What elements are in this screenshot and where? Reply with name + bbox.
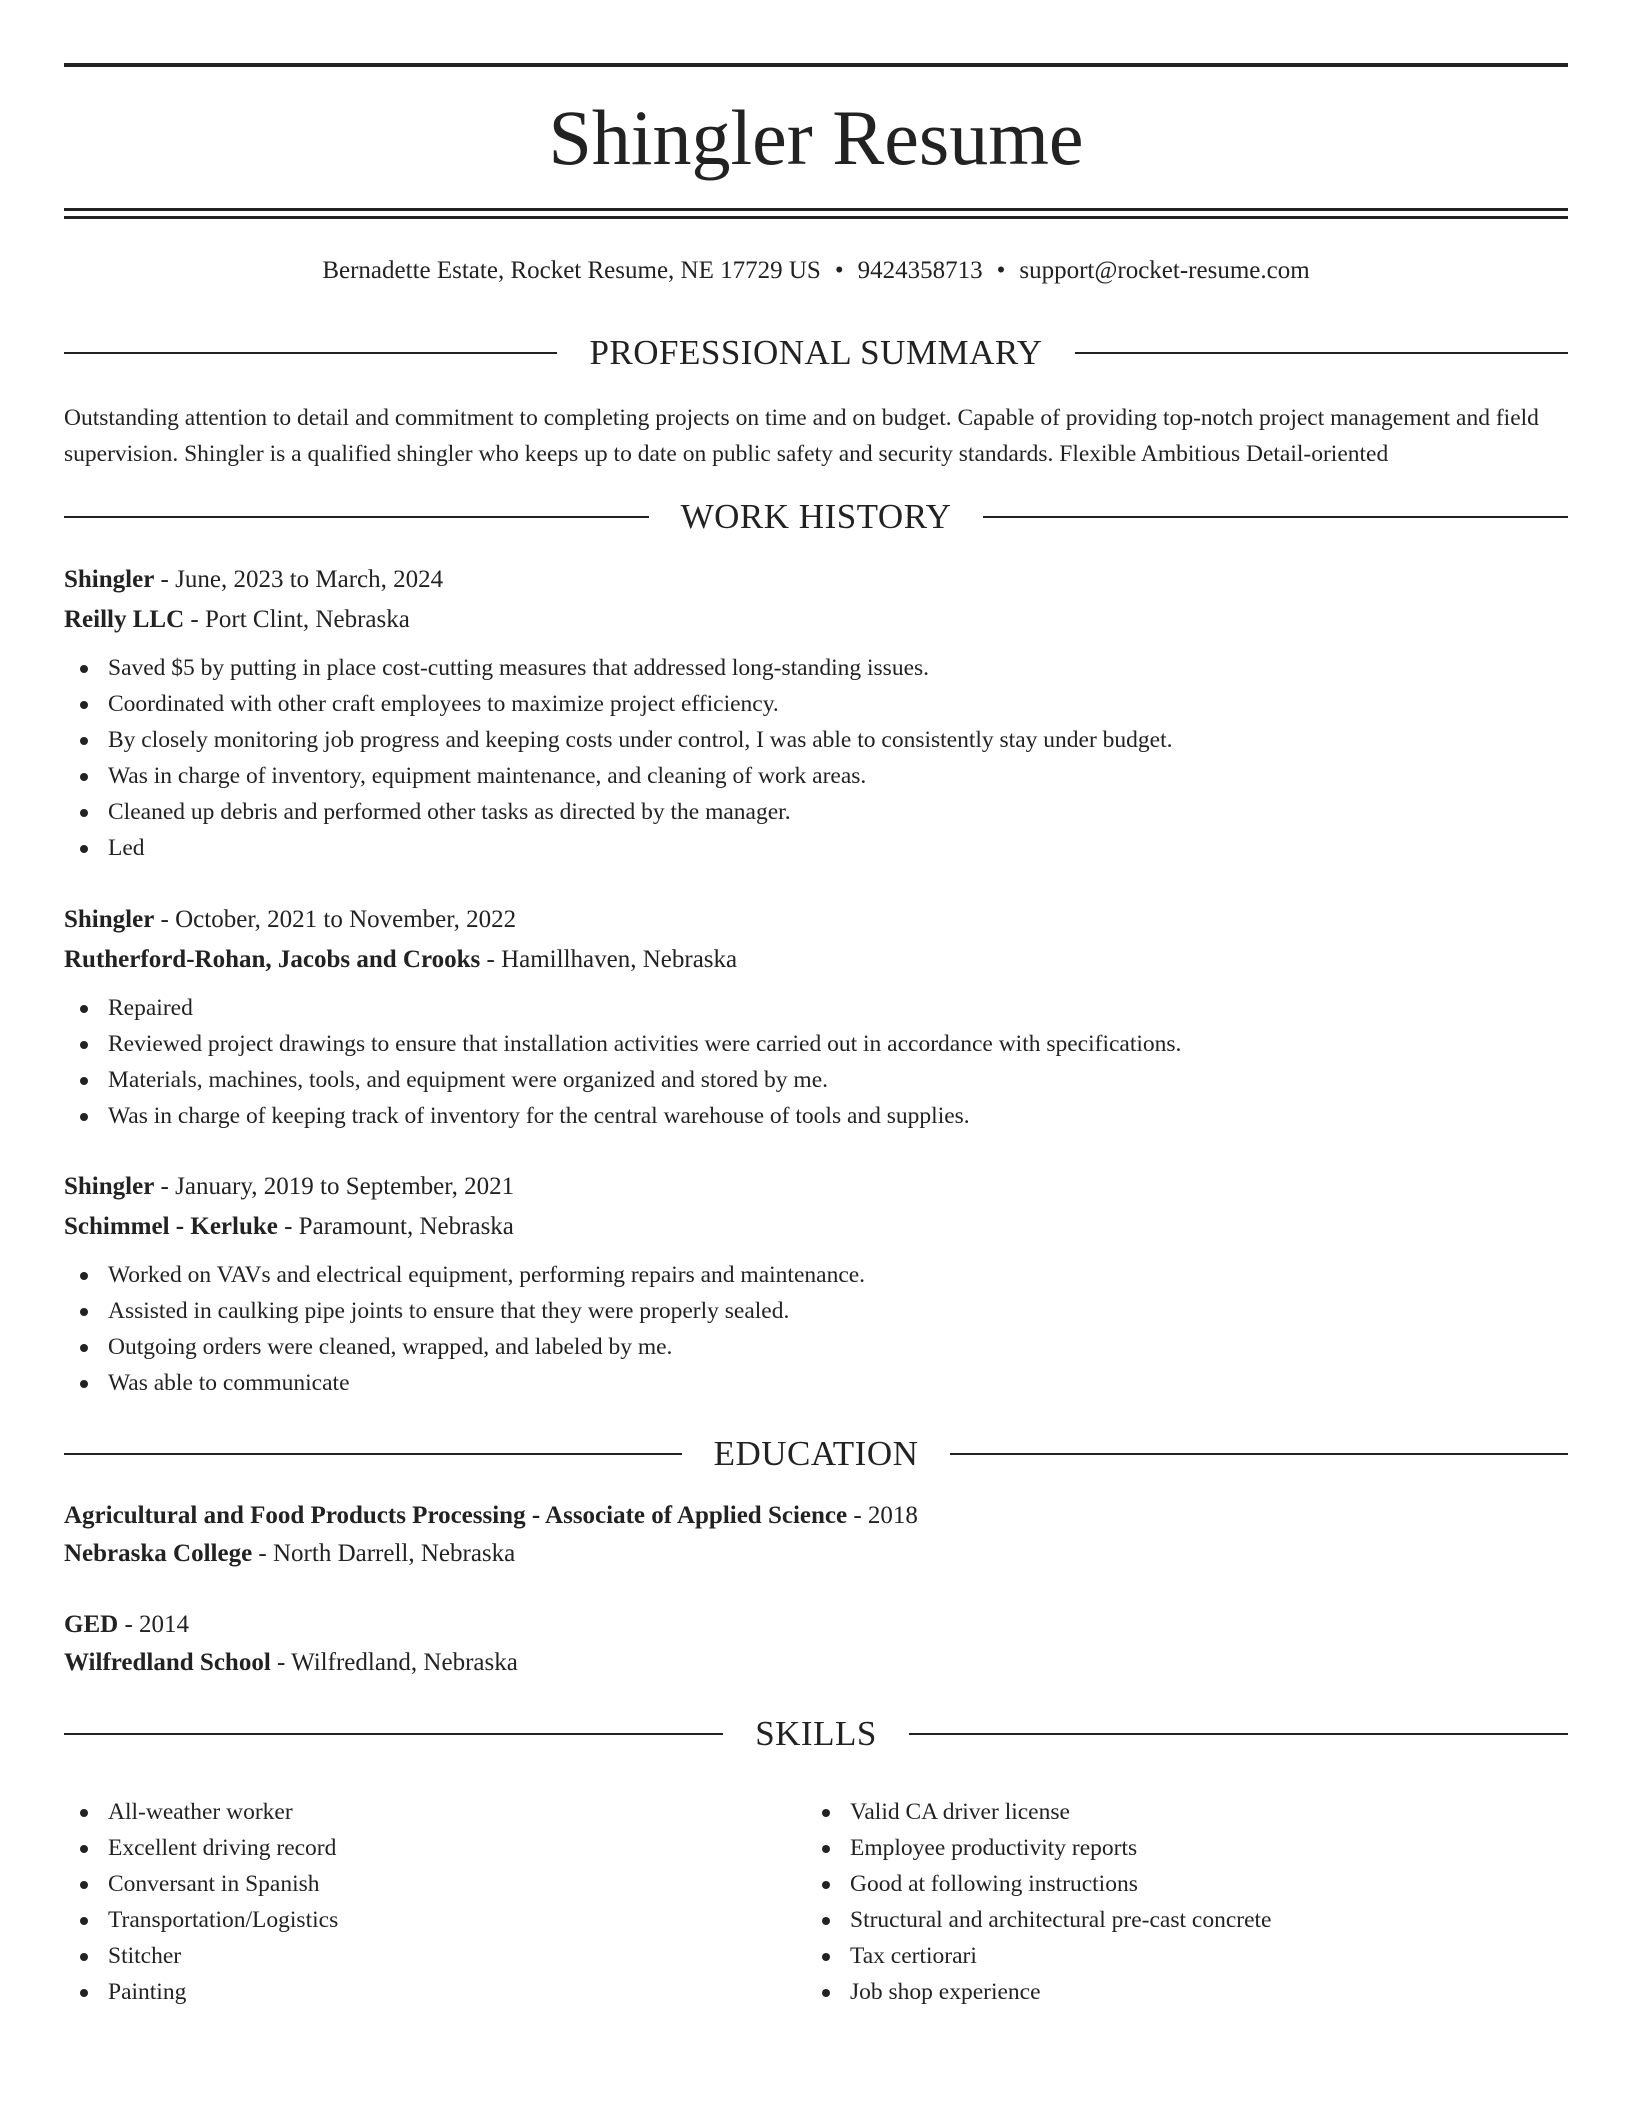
job-title-line	[64, 900, 1568, 940]
job-title: Shingler	[64, 1173, 155, 1200]
job-title: Shingler	[64, 566, 155, 593]
heading-rule	[64, 1733, 723, 1735]
list-item: Was in charge of inventory, equipment maintenance, and cleaning of work areas.	[64, 758, 1568, 794]
skills-list-right	[806, 1794, 1548, 2010]
education-entry	[64, 1606, 1568, 1682]
heading-rule	[950, 1453, 1568, 1455]
education-location: - Wilfredland, Nebraska	[270, 1649, 518, 1676]
list-item: Reviewed project drawings to ensure that installation activities were carried out in accordance with specifications.	[64, 1026, 1568, 1062]
job-company: Reilly LLC	[64, 606, 185, 633]
list-item: Was in charge of keeping track of inventory for the central warehouse of tools and supplies.	[64, 1098, 1568, 1134]
list-item: Employee productivity reports	[806, 1830, 1548, 1866]
header-top-rule	[64, 63, 1568, 67]
job-company-line	[64, 600, 1568, 640]
skills-columns	[64, 1794, 1568, 2010]
list-item: All-weather worker	[64, 1794, 806, 1830]
heading-rule	[64, 516, 649, 518]
summary-text: Outstanding attention to detail and commitment to completing projects on time and on budget. Capable of providing top-notch project management and field supervision. Shingler is a qualified shingler who keeps up to date on public safety and security standards. Flexible Ambitious Detail-oriented	[64, 405, 1539, 467]
education-year: - 2018	[847, 1502, 918, 1529]
heading-rule	[909, 1733, 1568, 1735]
heading-rule	[983, 516, 1568, 518]
list-item: Was able to communicate	[64, 1365, 1568, 1401]
education-school-line	[64, 1535, 1568, 1573]
contact-phone: 9424358713	[857, 257, 983, 284]
list-item: Repaired	[64, 990, 1568, 1026]
job-title-line	[64, 1167, 1568, 1207]
list-item: Worked on VAVs and electrical equipment, performing repairs and maintenance.	[64, 1257, 1568, 1293]
list-item: Saved $5 by putting in place cost-cutting measures that addressed long-standing issues.	[64, 650, 1568, 686]
contact-separator: •	[996, 257, 1006, 284]
job-company-line	[64, 1207, 1568, 1247]
section-heading-skills	[64, 1712, 1568, 1756]
section-heading-work-history	[64, 495, 1568, 539]
job-bullet-list	[64, 990, 1568, 1134]
header-double-rule-upper	[64, 208, 1568, 211]
header-double-rule-lower	[64, 216, 1568, 219]
job-company: Rutherford-Rohan, Jacobs and Crooks	[64, 946, 481, 973]
heading-rule	[1075, 352, 1568, 354]
list-item: By closely monitoring job progress and keeping costs under control, I was able to consistently stay under budget.	[64, 722, 1568, 758]
job-bullet-list	[64, 1257, 1568, 1401]
list-item: Good at following instructions	[806, 1866, 1548, 1902]
resume-title: Shingler Resume	[548, 94, 1084, 181]
list-item: Valid CA driver license	[806, 1794, 1548, 1830]
heading-rule	[64, 352, 557, 354]
list-item: Stitcher	[64, 1938, 806, 1974]
contact-address: Bernadette Estate, Rocket Resume, NE 17729 US	[322, 257, 821, 284]
heading-rule	[64, 1453, 682, 1455]
education-degree-line	[64, 1606, 1568, 1644]
education-school: Wilfredland School	[64, 1649, 271, 1676]
job-dates: - June, 2023 to March, 2024	[154, 566, 444, 593]
contact-separator: •	[834, 257, 844, 284]
section-heading-label: WORK HISTORY	[680, 497, 952, 536]
education-degree-line	[64, 1497, 1568, 1535]
list-item: Job shop experience	[806, 1974, 1548, 2010]
list-item: Conversant in Spanish	[64, 1866, 806, 1902]
section-heading-education	[64, 1432, 1568, 1476]
education-degree: Agricultural and Food Products Processing - Associate of Applied Science	[64, 1502, 848, 1529]
skills-list-left	[64, 1794, 806, 2010]
list-item: Tax certiorari	[806, 1938, 1548, 1974]
job-title-line	[64, 560, 1568, 600]
list-item: Structural and architectural pre-cast concrete	[806, 1902, 1548, 1938]
contact-line	[64, 254, 1568, 288]
job-entry	[64, 1167, 1568, 1401]
job-dates: - January, 2019 to September, 2021	[154, 1173, 515, 1200]
job-company-line	[64, 940, 1568, 980]
education-degree: GED	[64, 1611, 119, 1638]
section-heading-label: PROFESSIONAL SUMMARY	[589, 333, 1043, 372]
list-item: Transportation/Logistics	[64, 1902, 806, 1938]
list-item: Painting	[64, 1974, 806, 2010]
education-year: - 2014	[118, 1611, 190, 1638]
contact-email: support@rocket-resume.com	[1019, 257, 1310, 284]
list-item: Coordinated with other craft employees to maximize project efficiency.	[64, 686, 1568, 722]
job-title: Shingler	[64, 906, 155, 933]
list-item: Excellent driving record	[64, 1830, 806, 1866]
job-entry	[64, 900, 1568, 1134]
job-entry	[64, 560, 1568, 866]
job-bullet-list	[64, 650, 1568, 866]
job-dates: - October, 2021 to November, 2022	[154, 906, 517, 933]
list-item: Cleaned up debris and performed other tasks as directed by the manager.	[64, 794, 1568, 830]
section-heading-label: SKILLS	[755, 1714, 877, 1753]
list-item: Materials, machines, tools, and equipment were organized and stored by me.	[64, 1062, 1568, 1098]
education-location: - North Darrell, Nebraska	[252, 1540, 516, 1567]
list-item: Outgoing orders were cleaned, wrapped, and labeled by me.	[64, 1329, 1568, 1365]
job-location: - Hamillhaven, Nebraska	[480, 946, 738, 973]
job-company: Schimmel - Kerluke	[64, 1213, 278, 1240]
job-location: - Paramount, Nebraska	[277, 1213, 514, 1240]
education-school: Nebraska College	[64, 1540, 253, 1567]
section-heading-summary	[64, 331, 1568, 375]
education-school-line	[64, 1644, 1568, 1682]
job-location: - Port Clint, Nebraska	[184, 606, 410, 633]
section-heading-label: EDUCATION	[713, 1434, 919, 1473]
list-item: Assisted in caulking pipe joints to ensure that they were properly sealed.	[64, 1293, 1568, 1329]
list-item: Led	[64, 830, 1568, 866]
education-entry	[64, 1497, 1568, 1573]
